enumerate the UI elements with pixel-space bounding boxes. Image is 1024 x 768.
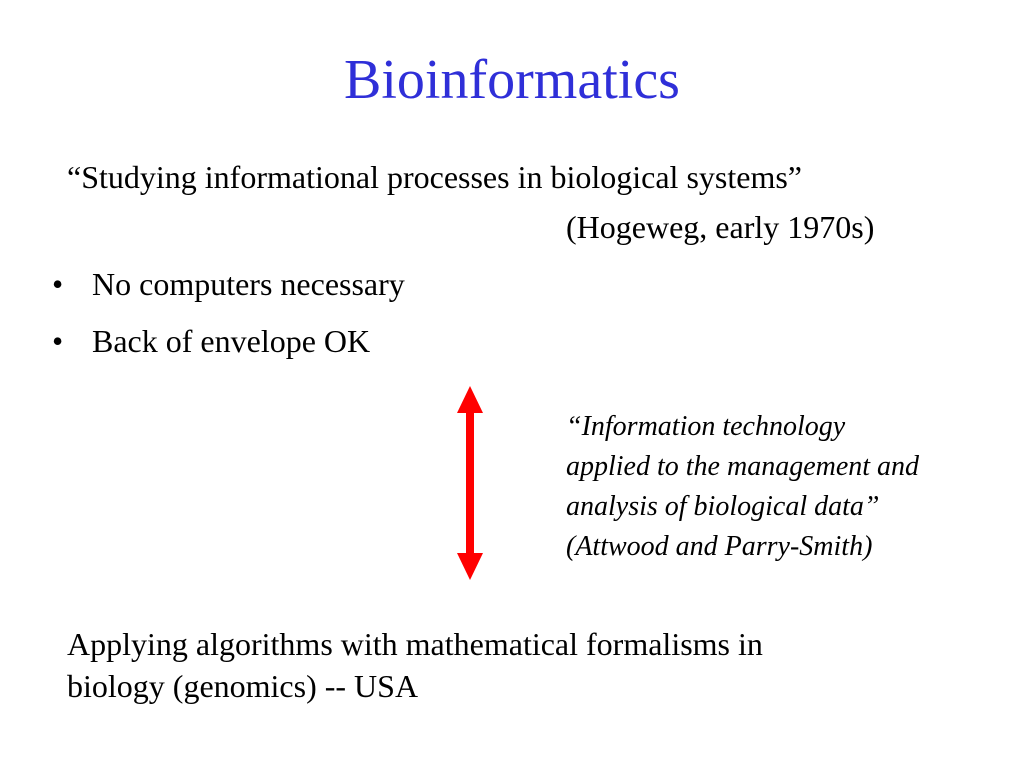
definition-line: analysis of biological data” <box>566 491 880 522</box>
definition-line: “Information technology <box>566 411 846 442</box>
slide-title: Bioinformatics <box>344 49 680 111</box>
definition-line: Applying algorithms with mathematical formalisms in <box>67 626 763 662</box>
definition-attribution-attwood: (Attwood and Parry-Smith) <box>566 531 873 562</box>
bullet-text: Back of envelope OK <box>92 323 371 359</box>
bullet-marker: • <box>52 323 64 359</box>
definition-quote-attwood <box>566 407 919 567</box>
arrow-head-top <box>457 386 483 413</box>
definition-line: applied to the management and <box>566 451 920 482</box>
bullet-text: No computers necessary <box>92 266 405 302</box>
bullet-marker: • <box>52 266 64 302</box>
arrow-shaft <box>466 411 474 555</box>
double-headed-vertical-arrow-icon <box>448 383 492 583</box>
definition-attribution-hogeweg: (Hogeweg, early 1970s) <box>566 209 875 245</box>
arrow-head-bottom <box>457 553 483 580</box>
definition-usa <box>67 623 763 707</box>
definition-quote-hogeweg: “Studying informational processes in biological systems” <box>67 159 802 195</box>
definition-line: biology (genomics) -- USA <box>67 668 419 704</box>
